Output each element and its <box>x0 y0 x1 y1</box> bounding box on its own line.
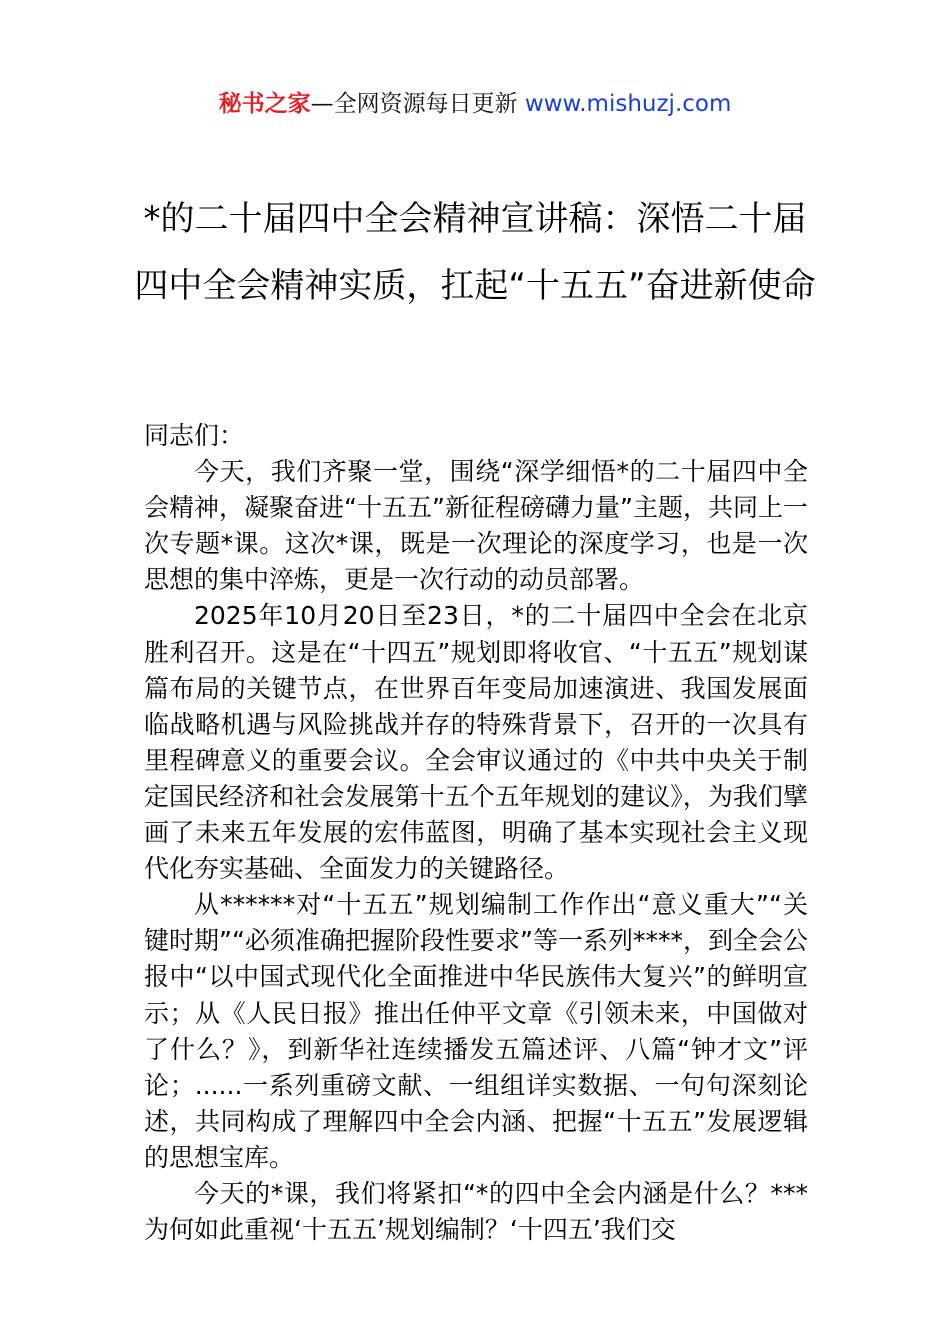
document-title: *的二十届四中全会精神宣讲稿：深悟二十届四中全会精神实质，扛起“十五五”奋进新使命 <box>134 199 816 306</box>
brand-name: 秘书之家 <box>218 91 311 117</box>
salutation: 同志们： <box>144 421 245 450</box>
body-paragraph-2: 2025年10月20日至23日，*的二十届四中全会在北京胜利召开。这是在“十四五”规划即将收官、“十五五”规划谋篇布局的关键节点，在世界百年变局加速演进、我国发展面临战略机遇与风险挑战并存的特殊背景下，召开的一次具有里程碑意义的重要会议。全会审议通过的《中共中央关于制定国民经济和社会发展第十五个五年规划的建议》，为我们擘画了未来五年发展的宏伟蓝图，明确了基本实现社会主义现代化夯实基础、全面发力的关键路径。 <box>144 601 808 884</box>
body-paragraph-3: 从******对“十五五”规划编制工作作出“意义重大”“关键时期”“必须准确把握阶段性要求”等一系列****，到全会公报中“以中国式现代化全面推进中华民族伟大复兴”的鲜明宣示；从《人民日报》推出任仲平文章《引领未来，中国做对了什么？》，到新华社连续播发五篇述评、八篇“钟才文”评论；......一系列重磅文献、一组组详实数据、一句句深刻论述，共同构成了理解四中全会内涵、把握“十五五”发展逻辑的思想宝库。 <box>144 890 808 1172</box>
header-dash: — <box>310 91 334 117</box>
site-header <box>0 88 950 120</box>
document-body <box>144 418 808 1248</box>
body-paragraph-1: 今天，我们齐聚一堂，围绕“深学细悟*的二十届四中全会精神，凝聚奋进“十五五”新征程磅礴力量”主题，共同上一次专题*课。这次*课，既是一次理论的深度学习，也是一次思想的集中淬炼，更是一次行动的动员部署。 <box>144 457 808 595</box>
body-paragraph-4: 今天的*课，我们将紧扣“*的四中全会内涵是什么？***为何如此重视‘十五五’规划编制？‘十四五’我们交 <box>144 1178 808 1245</box>
site-url-link[interactable]: www.mishuzj.com <box>524 91 732 117</box>
header-slogan: 全网资源每日更新 <box>333 91 525 117</box>
